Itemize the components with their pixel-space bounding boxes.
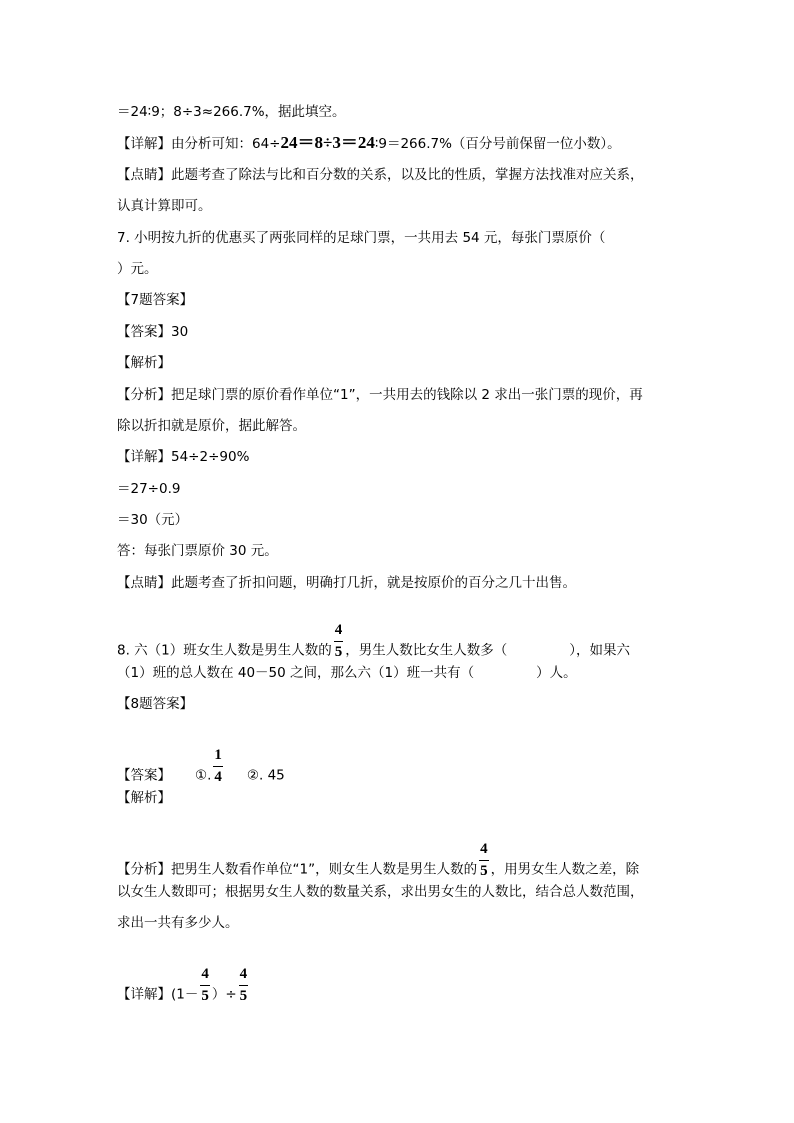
text-line <box>117 664 577 682</box>
text-line: 认真计算即可。 <box>117 198 212 214</box>
text-line <box>117 134 621 153</box>
fraction <box>334 623 344 660</box>
text-line: 【点睛】此题考查了折扣问题，明确打几折，就是按原价的百分之几十出售。 <box>117 575 576 591</box>
text-line: 以女生人数即可；根据男女生人数的数量关系，求出男女生的人数比，结合总人数范围， <box>117 884 644 900</box>
section-heading: 【7题答案】 <box>117 292 194 308</box>
text-line: 除以折扣就是原价，据此解答。 <box>117 418 306 434</box>
text: 【详解】(1－ <box>117 986 199 1003</box>
fraction <box>213 748 223 785</box>
denominator: 5 <box>480 863 488 879</box>
answer: 【答案】30 <box>117 324 189 340</box>
text-line: 【点睛】此题考查了除法与比和百分数的关系，以及比的性质，掌握方法找准对应关系， <box>117 167 644 183</box>
text: ，用男女生人数之差，除 <box>490 861 640 878</box>
text: （1）班的总人数在 40－50 之间，那么六（1）班一共有（ <box>117 665 475 681</box>
numerator: 4 <box>334 623 344 642</box>
text-line <box>117 966 250 1013</box>
text-line: ＝27÷0.9 <box>117 481 181 497</box>
section-heading: 【解析】 <box>117 355 171 371</box>
text-line: 【详解】54÷2÷90% <box>117 449 250 465</box>
text: 8. 六（1）班女生人数是男生人数的 <box>117 642 332 659</box>
numerator: 4 <box>239 967 249 986</box>
text-line: ＝30（元） <box>117 512 189 528</box>
math-expression: 24＝8÷3＝24 <box>280 133 375 152</box>
text: ），如果六 <box>569 642 631 659</box>
question-7: 7. 小明按九折的优惠买了两张同样的足球门票，一共用去 54 元，每张门票原价（ <box>117 230 606 246</box>
denominator: 5 <box>239 988 248 1004</box>
text-line: ）元。 <box>117 261 158 277</box>
text: ①. <box>195 767 212 784</box>
denominator: 5 <box>201 988 209 1004</box>
text: 【答案】 <box>117 767 171 784</box>
text: ）人。 <box>536 665 577 681</box>
numerator: 1 <box>213 748 223 767</box>
numerator: 4 <box>479 842 489 861</box>
text: ，男生人数比女生人数多（ <box>345 642 508 659</box>
text-line: 求出一共有多少人。 <box>117 915 239 931</box>
text: ∶9＝266.7%（百分号前保留一位小数）。 <box>374 136 621 152</box>
text-line: 【分析】把足球门票的原价看作单位“1”，一共用去的钱除以 2 求出一张门票的现价，再 <box>117 387 643 403</box>
fraction <box>479 842 489 879</box>
fraction <box>200 967 210 1004</box>
text: 【详解】由分析可知：64÷ <box>117 136 281 152</box>
text-line: 答：每张门票原价 30 元。 <box>117 543 278 559</box>
text: 【分析】把男生人数看作单位“1”，则女生人数是男生人数的 <box>117 861 478 878</box>
denominator: 5 <box>334 644 343 660</box>
fraction <box>239 967 249 1004</box>
text: ）÷ <box>211 986 237 1003</box>
text-line: ＝24∶9；8÷3≈266.7%，据此填空。 <box>117 104 346 120</box>
section-heading: 【8题答案】 <box>117 696 194 712</box>
text: ②. 45 <box>246 767 285 784</box>
section-heading: 【解析】 <box>117 790 171 806</box>
numerator: 4 <box>200 967 210 986</box>
denominator: 4 <box>214 769 222 785</box>
